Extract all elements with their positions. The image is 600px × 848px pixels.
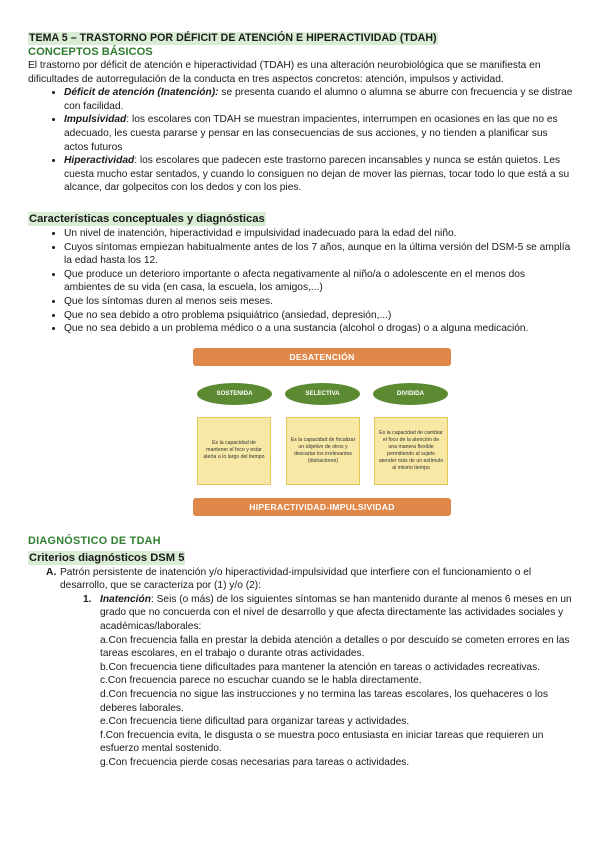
diagnostico-heading: DIAGNÓSTICO DE TDAH [28, 534, 161, 547]
card-text: Es la capacidad de focalizar un objetivo de otros y descartar los irrelevantes (distractores) [290, 436, 356, 464]
list-item: • Cuyos síntomas empiezan habitualmente antes de los 7 años, aunque en la última versión del DSM-5 se amplía la edad hasta los 12. [64, 241, 574, 268]
conceptos-list [28, 86, 574, 195]
list-item: g.Con frecuencia pierde cosas necesarias para tareas o actividades. [100, 757, 410, 768]
conceptos-intro: El trastorno por déficit de atención e hiperactividad (TDAH) es una alteración neurobiológica que se manifiesta en dificultades de autorregulación de la conducta en tres aspectos concretos: atención, impulsos y actividad. [28, 60, 541, 85]
list-item [64, 86, 574, 113]
bullet-text: : los escolares que padecen este trastorno parecen incansables y nunca se están quietos. Les cuesta mucho estar sentados, y cuando lo consiguen no dejan de mover las piernas, tocar todo lo que está a su alcance, dar golpecitos con los dedos y con los pies. [64, 155, 570, 194]
list-item: • Que produce un deterioro importante o afecta negativamente al niño/a o adolescente en el menos dos ambientes de su vida (en casa, la escuela, los amigos,...) [64, 268, 574, 295]
desatencion-bar: DESATENCIÓN [193, 348, 451, 366]
list-item: b.Con frecuencia tiene dificultades para mantener la atención en tareas o actividades recreativas. [100, 661, 541, 673]
list-item: • Un nivel de inatención, hiperactividad e impulsividad inadecuado para la edad del niño. [64, 227, 574, 241]
list-item [64, 154, 574, 195]
bullet-text: se presenta cuando el alumno o alumna se aburre con frecuencia y se distrae con facilidad. [64, 87, 573, 112]
list-item: f.Con frecuencia evita, le disgusta o se muestra poco entusiasta en iniciar tareas que requieren un esfuerzo mental sostenido. [100, 729, 544, 755]
list-item: • Que los síntomas duren al menos seis meses. [64, 295, 574, 309]
list-item [64, 113, 574, 154]
bullet-label: Impulsividad [64, 114, 127, 126]
bullet-label: Déficit de atención (Inatención): [64, 87, 219, 99]
attention-diagram [185, 344, 445, 519]
conceptos-heading: CONCEPTOS BÁSICOS [28, 46, 153, 58]
criterio-text: : Seis (o más) de los siguientes síntomas se han mantenido durante al menos 6 meses en un grado que no concuerda con el nivel de desarrollo y que afecta directamente las actividades sociales y académicas/laborales: [100, 593, 572, 633]
card-text: Es la capacidad de mantener el foco y estar alerta a lo largo del tiempo [203, 440, 265, 461]
criterio-text: Patrón persistente de inatención y/o hiperactividad-impulsividad que interfiere con el funcionamiento o el desarrollo, que se caracteriza por (1) y/o (2): [60, 566, 532, 592]
card-selectiva [286, 417, 360, 485]
document-page [28, 28, 574, 770]
criterio-number: 1. [83, 593, 92, 605]
card-dividida [374, 417, 448, 485]
bullet-label: Hiperactividad [64, 155, 135, 167]
list-item: • Que no sea debido a un problema médico o a una sustancia (alcohol o drogas) o a alguna medicación. [64, 322, 574, 336]
page-title: TEMA 5 – TRASTORNO POR DÉFICIT DE ATENCIÓN E HIPERACTIVIDAD (TDAH) [29, 32, 437, 44]
criterio-marker: A. [46, 566, 57, 578]
card-text: Es la capacidad de cambiar el foco de la atención de una manera flexible permitiendo al sujeto atender más de un estímulo al mismo tiempo [378, 429, 444, 471]
hiperactividad-bar: HIPERACTIVIDAD-IMPULSIVIDAD [193, 498, 451, 516]
oval-sostenida: SOSTENIDA [197, 383, 272, 405]
list-item: • Que no sea debido a otro problema psiquiátrico (ansiedad, depresión,...) [64, 309, 574, 323]
bullet-text: : los escolares con TDAH se muestran impacientes, interrumpen en ocasiones en las que no es adecuado, les cuesta pararse y pensar en las consecuencias de sus acciones, y no tienden a planificar sus actos futuros [64, 114, 558, 153]
criterio-label: Inatención [100, 593, 151, 605]
oval-dividida: DIVIDIDA [373, 383, 448, 405]
oval-selectiva: SELECTIVA [285, 383, 360, 405]
card-sostenida [197, 417, 271, 485]
list-item: d.Con frecuencia no sigue las instrucciones y no termina las tareas escolares, los quehaceres o los deberes laborales. [100, 689, 548, 714]
criterios-heading: Criterios diagnósticos DSM 5 [29, 551, 185, 564]
list-item: e.Con frecuencia tiene dificultad para organizar tareas y actividades. [100, 716, 410, 728]
criterio-inatencion [28, 593, 574, 634]
list-item: c.Con frecuencia parece no escuchar cuando se le habla directamente. [100, 675, 422, 687]
caracteristicas-heading: Características conceptuales y diagnósticas [29, 212, 265, 225]
list-item: a.Con frecuencia falla en prestar la debida atención a detalles o por descuido se cometen errores en las tareas escolares, en el trabajo o durante otras actividades. [100, 634, 570, 660]
criterio-a [28, 566, 574, 593]
caracteristicas-list [28, 227, 574, 336]
